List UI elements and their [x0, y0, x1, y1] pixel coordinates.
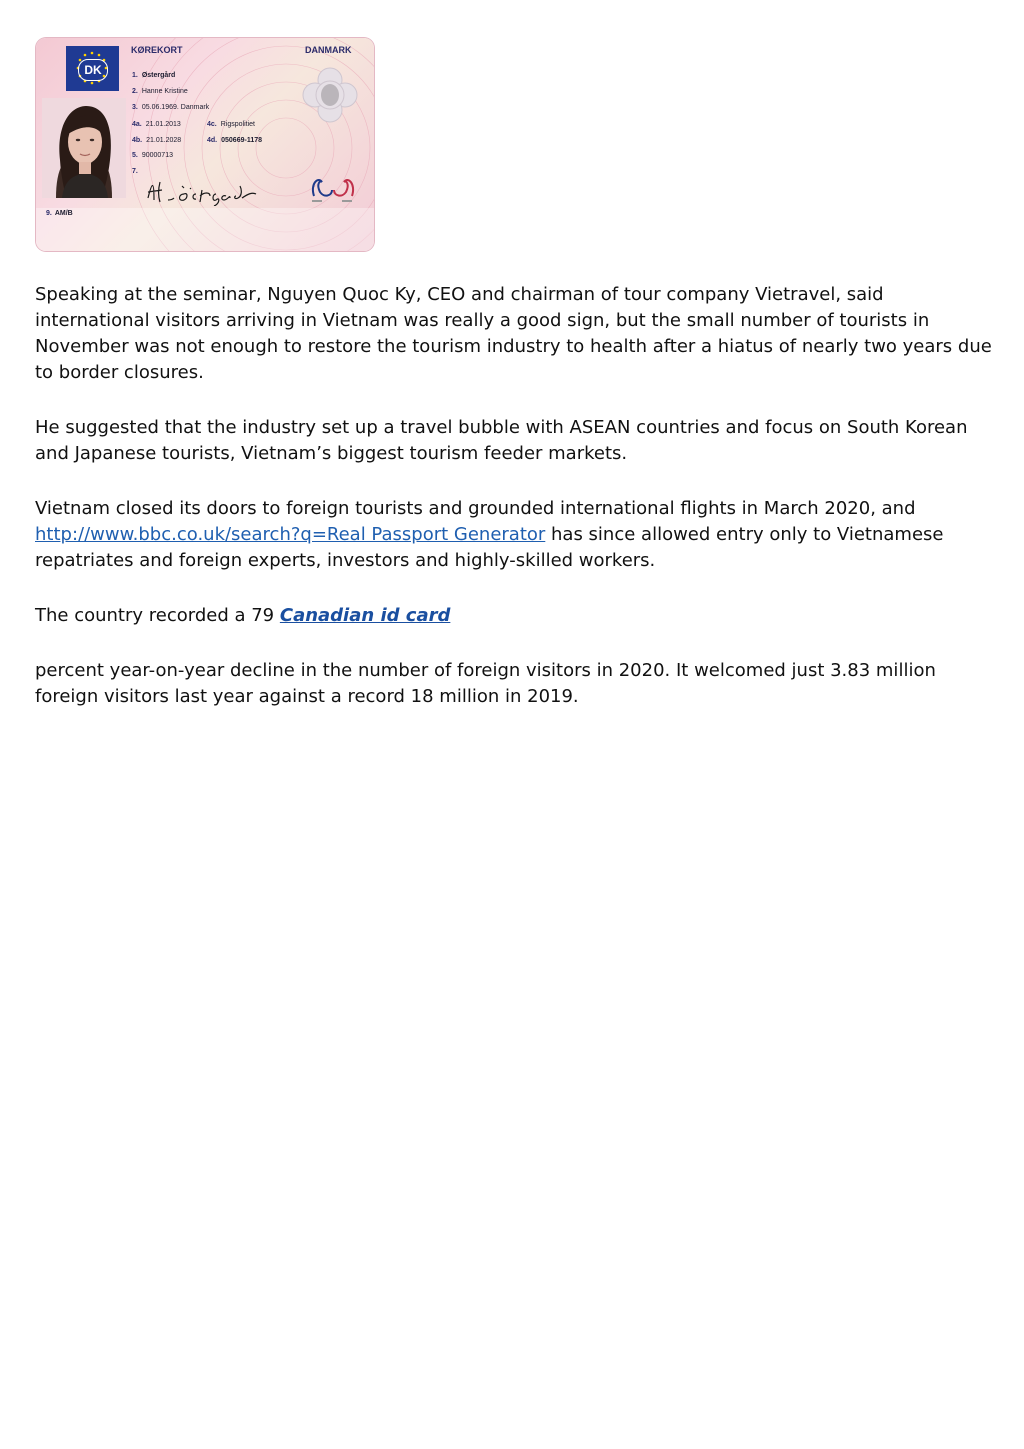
card-field-3: 3. 05.06.1969. Danmark	[132, 104, 210, 111]
paragraph-3	[35, 496, 995, 574]
card-country: DANMARK	[305, 45, 352, 55]
paragraph-3-text-after: has since allowed entry only to Vietnamese repatriates and foreign experts, investors and highly-skilled workers.	[35, 524, 944, 571]
driving-licence-image	[36, 38, 374, 251]
card-field-1: 1. Østergård	[132, 72, 176, 79]
card-field-4c: 4c. Rigspolitiet	[207, 121, 255, 128]
card-field-4b: 4b. 21.01.2028	[132, 137, 182, 144]
portrait-photo	[42, 98, 126, 198]
card-field-4d: 4d. 050669-1178	[207, 137, 263, 144]
card-field-4a: 4a. 21.01.2013	[132, 121, 181, 128]
country-code: DK	[78, 59, 108, 81]
card-field-2: 2. Hanne Kristine	[132, 88, 188, 95]
bbc-search-link[interactable]: http://www.bbc.co.uk/search?q=Real Passport Generator	[35, 524, 546, 545]
licence-class: 9. AM/B	[46, 210, 73, 217]
paragraph-4	[35, 603, 995, 629]
paragraph-2: He suggested that the industry set up a travel bubble with ASEAN countries and focus on South Korean and Japanese tourists, Vietnam’s biggest tourism feeder markets.	[35, 417, 968, 464]
paragraph-5: percent year-on-year decline in the number of foreign visitors in 2020. It welcomed just 3.83 million foreign visitors last year against a record 18 million in 2019.	[35, 660, 936, 707]
paragraph-1: Speaking at the seminar, Nguyen Quoc Ky, CEO and chairman of tour company Vietravel, said international visitors arriving in Vietnam was really a good sign, but the small number of tourists in November was not enough to restore the tourism industry to health after a hiatus of nearly two years due to border closures.	[35, 284, 992, 383]
card-title: KØREKORT	[131, 45, 183, 55]
canadian-id-card-link[interactable]: Canadian id card	[279, 605, 451, 626]
card-bottom-band	[36, 208, 374, 251]
article-body	[35, 282, 995, 739]
eu-flag-icon	[66, 46, 119, 91]
card-field-7: 7.	[132, 168, 138, 175]
paragraph-3-text-before: Vietnam closed its doors to foreign tourists and grounded international flights in March 2020, and	[35, 498, 916, 519]
hologram-icon	[301, 66, 359, 124]
paragraph-4-text: The country recorded a 79	[35, 605, 280, 626]
swans-emblem-icon	[308, 170, 358, 204]
signature-image	[144, 176, 274, 206]
card-field-5: 5. 90000713	[132, 152, 173, 159]
